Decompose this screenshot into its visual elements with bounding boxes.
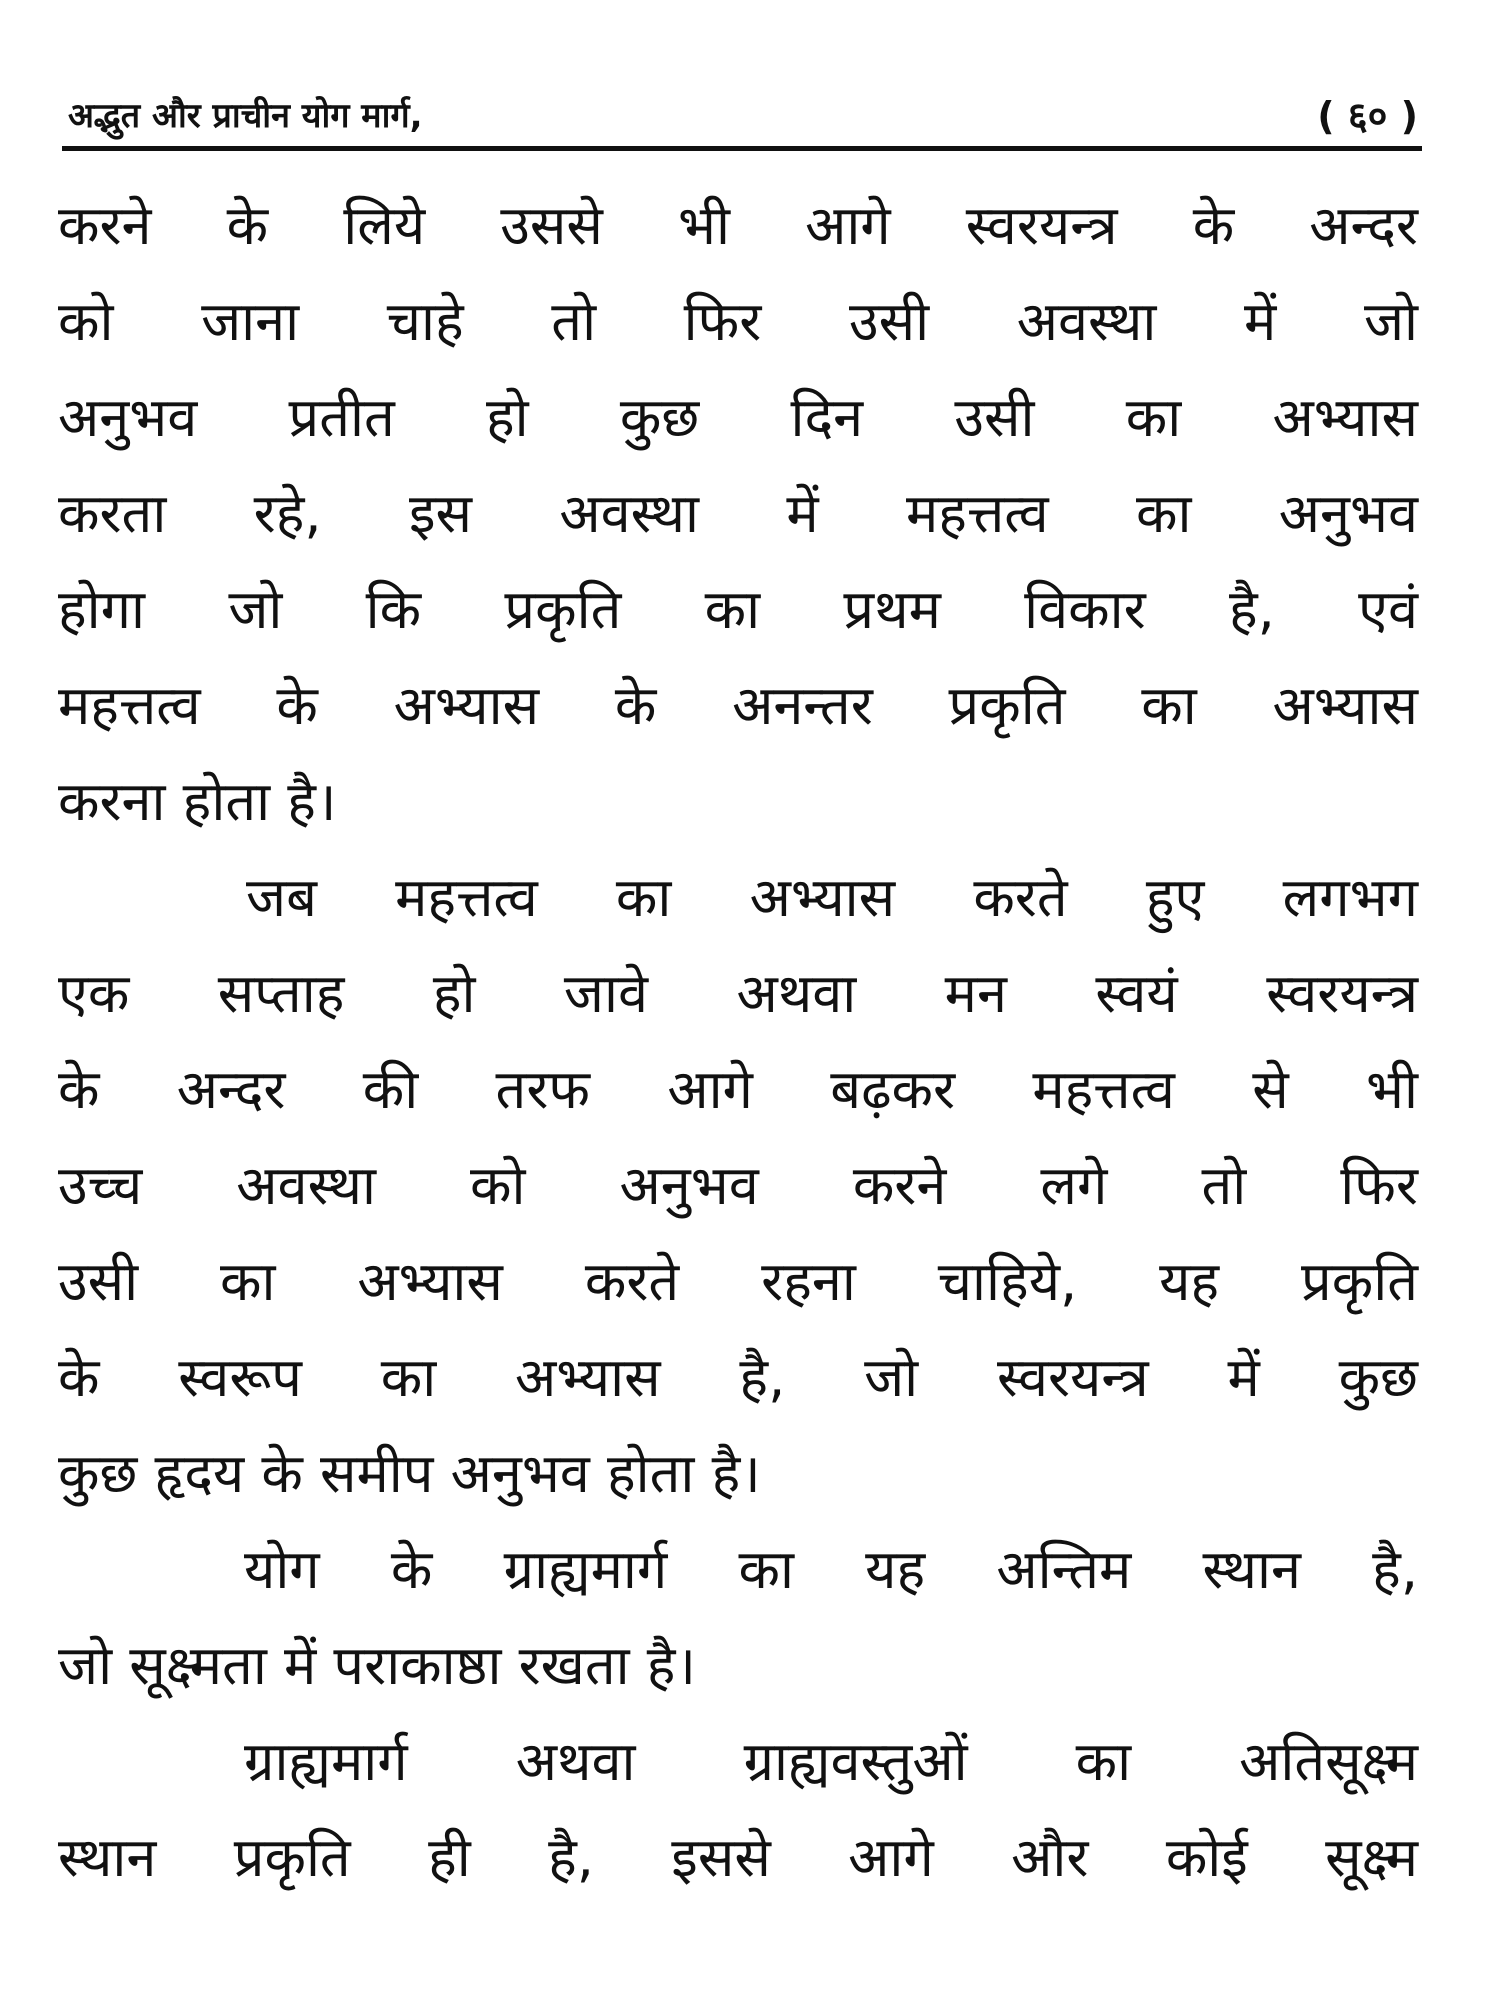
text-line: अनुभव प्रतीत हो कुछ दिन उसी का अभ्यास <box>58 386 1418 449</box>
text-line: जो सूक्ष्मता में पराकाष्ठा रखता है। <box>58 1634 696 1697</box>
text-line: करता रहे, इस अवस्था में महत्तत्व का अनुभव <box>58 482 1418 545</box>
text-line: उच्च अवस्था को अनुभव करने लगे तो फिर <box>58 1154 1418 1217</box>
text-line: के स्वरूप का अभ्यास है, जो स्वरयन्त्र में कुछ <box>58 1346 1418 1409</box>
text-line: करने के लिये उससे भी आगे स्वरयन्त्र के अन्दर <box>58 194 1418 257</box>
header-divider <box>62 146 1422 151</box>
running-head <box>68 88 1418 144</box>
paragraph-first-line: जब महत्तत्व का अभ्यास करते हुए लगभग <box>246 866 1418 929</box>
text-line: एक सप्ताह हो जावे अथवा मन स्वयं स्वरयन्त्र <box>58 962 1418 1025</box>
body-text <box>58 178 1418 1906</box>
text-line: होगा जो कि प्रकृति का प्रथम विकार है, एवं <box>58 578 1418 641</box>
text-line: महत्तत्व के अभ्यास के अनन्तर प्रकृति का अभ्यास <box>58 674 1418 737</box>
text-line: के अन्दर की तरफ आगे बढ़कर महत्तत्व से भी <box>58 1058 1418 1121</box>
text-line: स्थान प्रकृति ही है, इससे आगे और कोई सूक्ष्म <box>58 1826 1418 1889</box>
text-line: करना होता है। <box>58 770 337 833</box>
text-line: को जाना चाहे तो फिर उसी अवस्था में जो <box>58 290 1418 353</box>
page-number: ( ६० ) <box>1317 94 1418 138</box>
running-title: अद्भुत और प्राचीन योग मार्ग, <box>68 96 423 136</box>
text-line: उसी का अभ्यास करते रहना चाहिये, यह प्रकृति <box>58 1250 1418 1313</box>
text-line: कुछ हृदय के समीप अनुभव होता है। <box>58 1442 761 1505</box>
paragraph-first-line: ग्राह्यमार्ग अथवा ग्राह्यवस्तुओं का अतिसूक्ष्म <box>244 1730 1418 1793</box>
paragraph-first-line: योग के ग्राह्यमार्ग का यह अन्तिम स्थान है, <box>244 1538 1418 1601</box>
